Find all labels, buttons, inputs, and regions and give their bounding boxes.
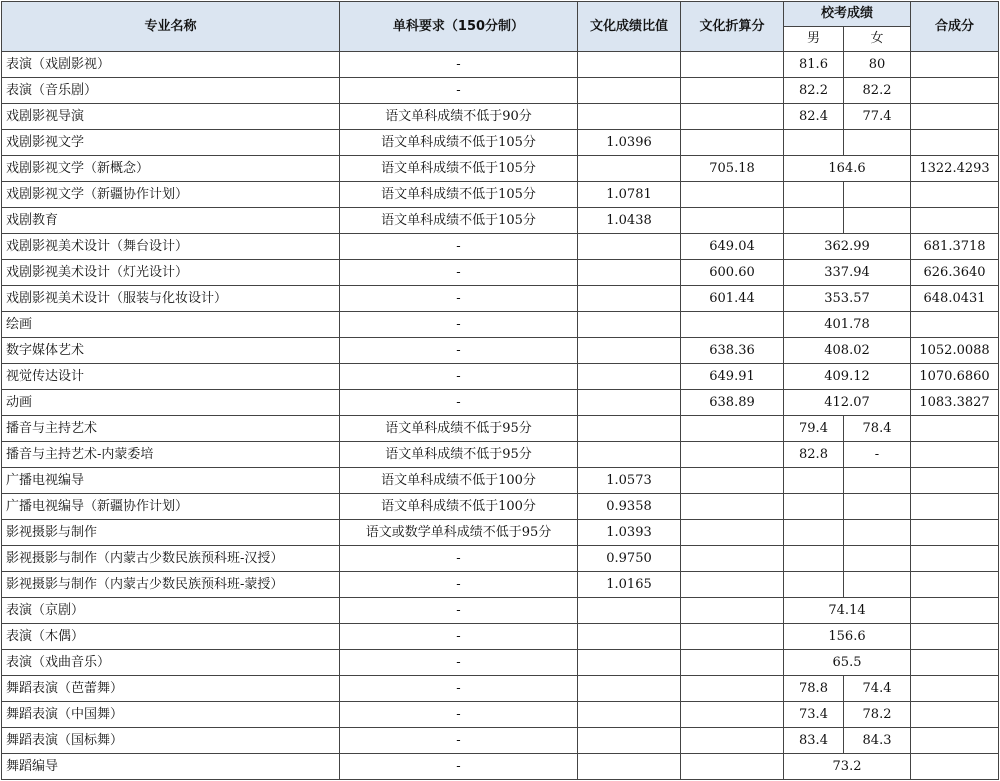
table-row bbox=[2, 754, 999, 780]
culture-converted-cell: 649.04 bbox=[681, 234, 784, 260]
table-row bbox=[2, 78, 999, 104]
composite-score-cell: 1070.6860 bbox=[911, 364, 999, 390]
male-score-cell: 82.8 bbox=[784, 442, 844, 468]
table-header bbox=[2, 2, 999, 52]
major-name-cell: 戏剧影视美术设计（舞台设计） bbox=[2, 234, 340, 260]
culture-converted-cell bbox=[681, 702, 784, 728]
composite-score-cell bbox=[911, 104, 999, 130]
school-exam-score-cell: 164.6 bbox=[784, 156, 911, 182]
school-exam-score-cell: 408.02 bbox=[784, 338, 911, 364]
culture-ratio-cell: 1.0165 bbox=[578, 572, 681, 598]
major-name-cell: 数字媒体艺术 bbox=[2, 338, 340, 364]
culture-ratio-cell bbox=[578, 78, 681, 104]
requirement-cell: - bbox=[340, 676, 578, 702]
female-score-cell: 74.4 bbox=[844, 676, 911, 702]
major-name-cell: 广播电视编导 bbox=[2, 468, 340, 494]
composite-score-cell bbox=[911, 130, 999, 156]
culture-ratio-cell bbox=[578, 650, 681, 676]
female-score-cell bbox=[844, 572, 911, 598]
requirement-cell: 语文或数学单科成绩不低于95分 bbox=[340, 520, 578, 546]
requirement-cell: 语文单科成绩不低于100分 bbox=[340, 494, 578, 520]
composite-score-cell: 681.3718 bbox=[911, 234, 999, 260]
culture-ratio-cell: 1.0438 bbox=[578, 208, 681, 234]
male-score-cell bbox=[784, 520, 844, 546]
composite-score-cell bbox=[911, 468, 999, 494]
culture-ratio-cell bbox=[578, 416, 681, 442]
requirement-cell: - bbox=[340, 390, 578, 416]
requirement-cell: - bbox=[340, 312, 578, 338]
requirement-cell: 语文单科成绩不低于105分 bbox=[340, 130, 578, 156]
culture-ratio-cell bbox=[578, 52, 681, 78]
culture-ratio-cell: 1.0396 bbox=[578, 130, 681, 156]
composite-score-cell bbox=[911, 416, 999, 442]
requirement-cell: - bbox=[340, 78, 578, 104]
culture-ratio-cell bbox=[578, 728, 681, 754]
culture-ratio-cell bbox=[578, 598, 681, 624]
culture-converted-cell bbox=[681, 442, 784, 468]
school-exam-score-cell: 65.5 bbox=[784, 650, 911, 676]
composite-score-cell bbox=[911, 624, 999, 650]
composite-score-cell: 1083.3827 bbox=[911, 390, 999, 416]
admission-score-table bbox=[1, 1, 999, 780]
table-row bbox=[2, 702, 999, 728]
school-exam-score-cell: 74.14 bbox=[784, 598, 911, 624]
composite-score-cell bbox=[911, 572, 999, 598]
culture-converted-cell bbox=[681, 572, 784, 598]
culture-ratio-cell bbox=[578, 442, 681, 468]
major-name-cell: 表演（戏曲音乐） bbox=[2, 650, 340, 676]
male-score-cell: 79.4 bbox=[784, 416, 844, 442]
composite-score-cell bbox=[911, 312, 999, 338]
requirement-cell: - bbox=[340, 754, 578, 780]
male-score-cell bbox=[784, 572, 844, 598]
table-row bbox=[2, 286, 999, 312]
composite-score-cell: 626.3640 bbox=[911, 260, 999, 286]
requirement-cell: - bbox=[340, 598, 578, 624]
female-score-cell: 84.3 bbox=[844, 728, 911, 754]
table-row bbox=[2, 442, 999, 468]
culture-converted-cell bbox=[681, 754, 784, 780]
table-row bbox=[2, 390, 999, 416]
culture-converted-cell bbox=[681, 468, 784, 494]
major-name-cell: 表演（音乐剧） bbox=[2, 78, 340, 104]
culture-ratio-cell bbox=[578, 624, 681, 650]
female-score-cell bbox=[844, 130, 911, 156]
requirement-cell: 语文单科成绩不低于105分 bbox=[340, 156, 578, 182]
requirement-cell: - bbox=[340, 364, 578, 390]
requirement-cell: 语文单科成绩不低于95分 bbox=[340, 416, 578, 442]
composite-score-cell bbox=[911, 208, 999, 234]
male-score-cell bbox=[784, 494, 844, 520]
culture-ratio-cell: 1.0393 bbox=[578, 520, 681, 546]
female-score-cell: - bbox=[844, 442, 911, 468]
composite-score-cell: 1052.0088 bbox=[911, 338, 999, 364]
culture-converted-cell: 601.44 bbox=[681, 286, 784, 312]
male-score-cell bbox=[784, 546, 844, 572]
requirement-cell: 语文单科成绩不低于90分 bbox=[340, 104, 578, 130]
table-row bbox=[2, 624, 999, 650]
male-score-cell bbox=[784, 130, 844, 156]
major-name-cell: 动画 bbox=[2, 390, 340, 416]
school-exam-score-cell: 156.6 bbox=[784, 624, 911, 650]
major-name-cell: 绘画 bbox=[2, 312, 340, 338]
composite-score-cell bbox=[911, 754, 999, 780]
culture-converted-cell bbox=[681, 728, 784, 754]
culture-converted-cell bbox=[681, 494, 784, 520]
culture-ratio-cell bbox=[578, 364, 681, 390]
major-name-cell: 戏剧影视文学（新概念） bbox=[2, 156, 340, 182]
table-row bbox=[2, 468, 999, 494]
requirement-cell: 语文单科成绩不低于105分 bbox=[340, 182, 578, 208]
female-score-cell: 80 bbox=[844, 52, 911, 78]
header-culture-ratio: 文化成绩比值 bbox=[578, 2, 681, 52]
culture-ratio-cell: 1.0781 bbox=[578, 182, 681, 208]
major-name-cell: 表演（京剧） bbox=[2, 598, 340, 624]
major-name-cell: 播音与主持艺术 bbox=[2, 416, 340, 442]
culture-ratio-cell bbox=[578, 676, 681, 702]
table-row bbox=[2, 494, 999, 520]
culture-converted-cell bbox=[681, 104, 784, 130]
female-score-cell bbox=[844, 520, 911, 546]
culture-converted-cell bbox=[681, 546, 784, 572]
major-name-cell: 戏剧影视美术设计（灯光设计） bbox=[2, 260, 340, 286]
composite-score-cell: 1322.4293 bbox=[911, 156, 999, 182]
culture-converted-cell bbox=[681, 208, 784, 234]
school-exam-score-cell: 362.99 bbox=[784, 234, 911, 260]
culture-ratio-cell bbox=[578, 234, 681, 260]
major-name-cell: 表演（戏剧影视） bbox=[2, 52, 340, 78]
composite-score-cell bbox=[911, 546, 999, 572]
school-exam-score-cell: 73.2 bbox=[784, 754, 911, 780]
table-row bbox=[2, 364, 999, 390]
table-row bbox=[2, 728, 999, 754]
female-score-cell: 77.4 bbox=[844, 104, 911, 130]
composite-score-cell bbox=[911, 650, 999, 676]
female-score-cell: 78.4 bbox=[844, 416, 911, 442]
male-score-cell: 82.2 bbox=[784, 78, 844, 104]
composite-score-cell bbox=[911, 52, 999, 78]
requirement-cell: - bbox=[340, 286, 578, 312]
school-exam-score-cell: 353.57 bbox=[784, 286, 911, 312]
composite-score-cell: 648.0431 bbox=[911, 286, 999, 312]
culture-converted-cell: 705.18 bbox=[681, 156, 784, 182]
culture-ratio-cell bbox=[578, 702, 681, 728]
culture-ratio-cell bbox=[578, 104, 681, 130]
culture-converted-cell bbox=[681, 416, 784, 442]
requirement-cell: - bbox=[340, 546, 578, 572]
table-row bbox=[2, 520, 999, 546]
male-score-cell bbox=[784, 208, 844, 234]
culture-converted-cell: 649.91 bbox=[681, 364, 784, 390]
major-name-cell: 戏剧影视导演 bbox=[2, 104, 340, 130]
composite-score-cell bbox=[911, 676, 999, 702]
male-score-cell: 82.4 bbox=[784, 104, 844, 130]
requirement-cell: - bbox=[340, 624, 578, 650]
major-name-cell: 舞蹈表演（国标舞） bbox=[2, 728, 340, 754]
composite-score-cell bbox=[911, 182, 999, 208]
major-name-cell: 舞蹈编导 bbox=[2, 754, 340, 780]
table-row bbox=[2, 572, 999, 598]
major-name-cell: 影视摄影与制作（内蒙古少数民族预科班-汉授） bbox=[2, 546, 340, 572]
table-row bbox=[2, 650, 999, 676]
culture-converted-cell bbox=[681, 52, 784, 78]
culture-converted-cell bbox=[681, 130, 784, 156]
major-name-cell: 舞蹈表演（中国舞） bbox=[2, 702, 340, 728]
school-exam-score-cell: 401.78 bbox=[784, 312, 911, 338]
requirement-cell: - bbox=[340, 234, 578, 260]
female-score-cell bbox=[844, 494, 911, 520]
major-name-cell: 影视摄影与制作（内蒙古少数民族预科班-蒙授） bbox=[2, 572, 340, 598]
female-score-cell bbox=[844, 208, 911, 234]
culture-converted-cell bbox=[681, 624, 784, 650]
table-row bbox=[2, 312, 999, 338]
school-exam-score-cell: 337.94 bbox=[784, 260, 911, 286]
header-major: 专业名称 bbox=[2, 2, 340, 52]
composite-score-cell bbox=[911, 702, 999, 728]
header-culture-converted: 文化折算分 bbox=[681, 2, 784, 52]
culture-converted-cell bbox=[681, 78, 784, 104]
major-name-cell: 舞蹈表演（芭蕾舞） bbox=[2, 676, 340, 702]
female-score-cell bbox=[844, 182, 911, 208]
culture-ratio-cell bbox=[578, 390, 681, 416]
male-score-cell: 81.6 bbox=[784, 52, 844, 78]
header-school-exam: 校考成绩 bbox=[784, 2, 911, 27]
culture-ratio-cell: 1.0573 bbox=[578, 468, 681, 494]
requirement-cell: 语文单科成绩不低于105分 bbox=[340, 208, 578, 234]
table-row bbox=[2, 182, 999, 208]
male-score-cell: 83.4 bbox=[784, 728, 844, 754]
major-name-cell: 影视摄影与制作 bbox=[2, 520, 340, 546]
female-score-cell bbox=[844, 468, 911, 494]
header-male: 男 bbox=[784, 27, 844, 52]
major-name-cell: 戏剧影视美术设计（服装与化妆设计） bbox=[2, 286, 340, 312]
culture-ratio-cell: 0.9750 bbox=[578, 546, 681, 572]
requirement-cell: 语文单科成绩不低于100分 bbox=[340, 468, 578, 494]
school-exam-score-cell: 409.12 bbox=[784, 364, 911, 390]
table-row bbox=[2, 234, 999, 260]
header-female: 女 bbox=[844, 27, 911, 52]
table-row bbox=[2, 104, 999, 130]
culture-converted-cell bbox=[681, 598, 784, 624]
header-requirement: 单科要求（150分制） bbox=[340, 2, 578, 52]
major-name-cell: 广播电视编导（新疆协作计划） bbox=[2, 494, 340, 520]
table-row bbox=[2, 52, 999, 78]
culture-converted-cell bbox=[681, 312, 784, 338]
major-name-cell: 戏剧影视文学 bbox=[2, 130, 340, 156]
male-score-cell bbox=[784, 468, 844, 494]
culture-ratio-cell bbox=[578, 754, 681, 780]
culture-converted-cell: 638.89 bbox=[681, 390, 784, 416]
table-row bbox=[2, 546, 999, 572]
culture-converted-cell bbox=[681, 182, 784, 208]
major-name-cell: 表演（木偶） bbox=[2, 624, 340, 650]
requirement-cell: - bbox=[340, 52, 578, 78]
table-row bbox=[2, 130, 999, 156]
header-composite: 合成分 bbox=[911, 2, 999, 52]
table-row bbox=[2, 598, 999, 624]
culture-converted-cell bbox=[681, 650, 784, 676]
table-row bbox=[2, 338, 999, 364]
culture-converted-cell: 638.36 bbox=[681, 338, 784, 364]
male-score-cell: 73.4 bbox=[784, 702, 844, 728]
requirement-cell: 语文单科成绩不低于95分 bbox=[340, 442, 578, 468]
requirement-cell: - bbox=[340, 572, 578, 598]
table-body bbox=[2, 52, 999, 780]
composite-score-cell bbox=[911, 442, 999, 468]
requirement-cell: - bbox=[340, 650, 578, 676]
table-row bbox=[2, 156, 999, 182]
school-exam-score-cell: 412.07 bbox=[784, 390, 911, 416]
composite-score-cell bbox=[911, 728, 999, 754]
culture-ratio-cell bbox=[578, 260, 681, 286]
culture-ratio-cell bbox=[578, 312, 681, 338]
table-row bbox=[2, 676, 999, 702]
female-score-cell: 82.2 bbox=[844, 78, 911, 104]
culture-converted-cell: 600.60 bbox=[681, 260, 784, 286]
requirement-cell: - bbox=[340, 702, 578, 728]
composite-score-cell bbox=[911, 78, 999, 104]
composite-score-cell bbox=[911, 494, 999, 520]
composite-score-cell bbox=[911, 598, 999, 624]
composite-score-cell bbox=[911, 520, 999, 546]
major-name-cell: 戏剧影视文学（新疆协作计划） bbox=[2, 182, 340, 208]
culture-converted-cell bbox=[681, 676, 784, 702]
culture-ratio-cell bbox=[578, 156, 681, 182]
requirement-cell: - bbox=[340, 338, 578, 364]
table-row bbox=[2, 208, 999, 234]
female-score-cell: 78.2 bbox=[844, 702, 911, 728]
table-row bbox=[2, 416, 999, 442]
major-name-cell: 视觉传达设计 bbox=[2, 364, 340, 390]
female-score-cell bbox=[844, 546, 911, 572]
male-score-cell: 78.8 bbox=[784, 676, 844, 702]
table-row bbox=[2, 260, 999, 286]
culture-ratio-cell: 0.9358 bbox=[578, 494, 681, 520]
culture-converted-cell bbox=[681, 520, 784, 546]
major-name-cell: 播音与主持艺术-内蒙委培 bbox=[2, 442, 340, 468]
requirement-cell: - bbox=[340, 728, 578, 754]
major-name-cell: 戏剧教育 bbox=[2, 208, 340, 234]
culture-ratio-cell bbox=[578, 338, 681, 364]
requirement-cell: - bbox=[340, 260, 578, 286]
male-score-cell bbox=[784, 182, 844, 208]
culture-ratio-cell bbox=[578, 286, 681, 312]
